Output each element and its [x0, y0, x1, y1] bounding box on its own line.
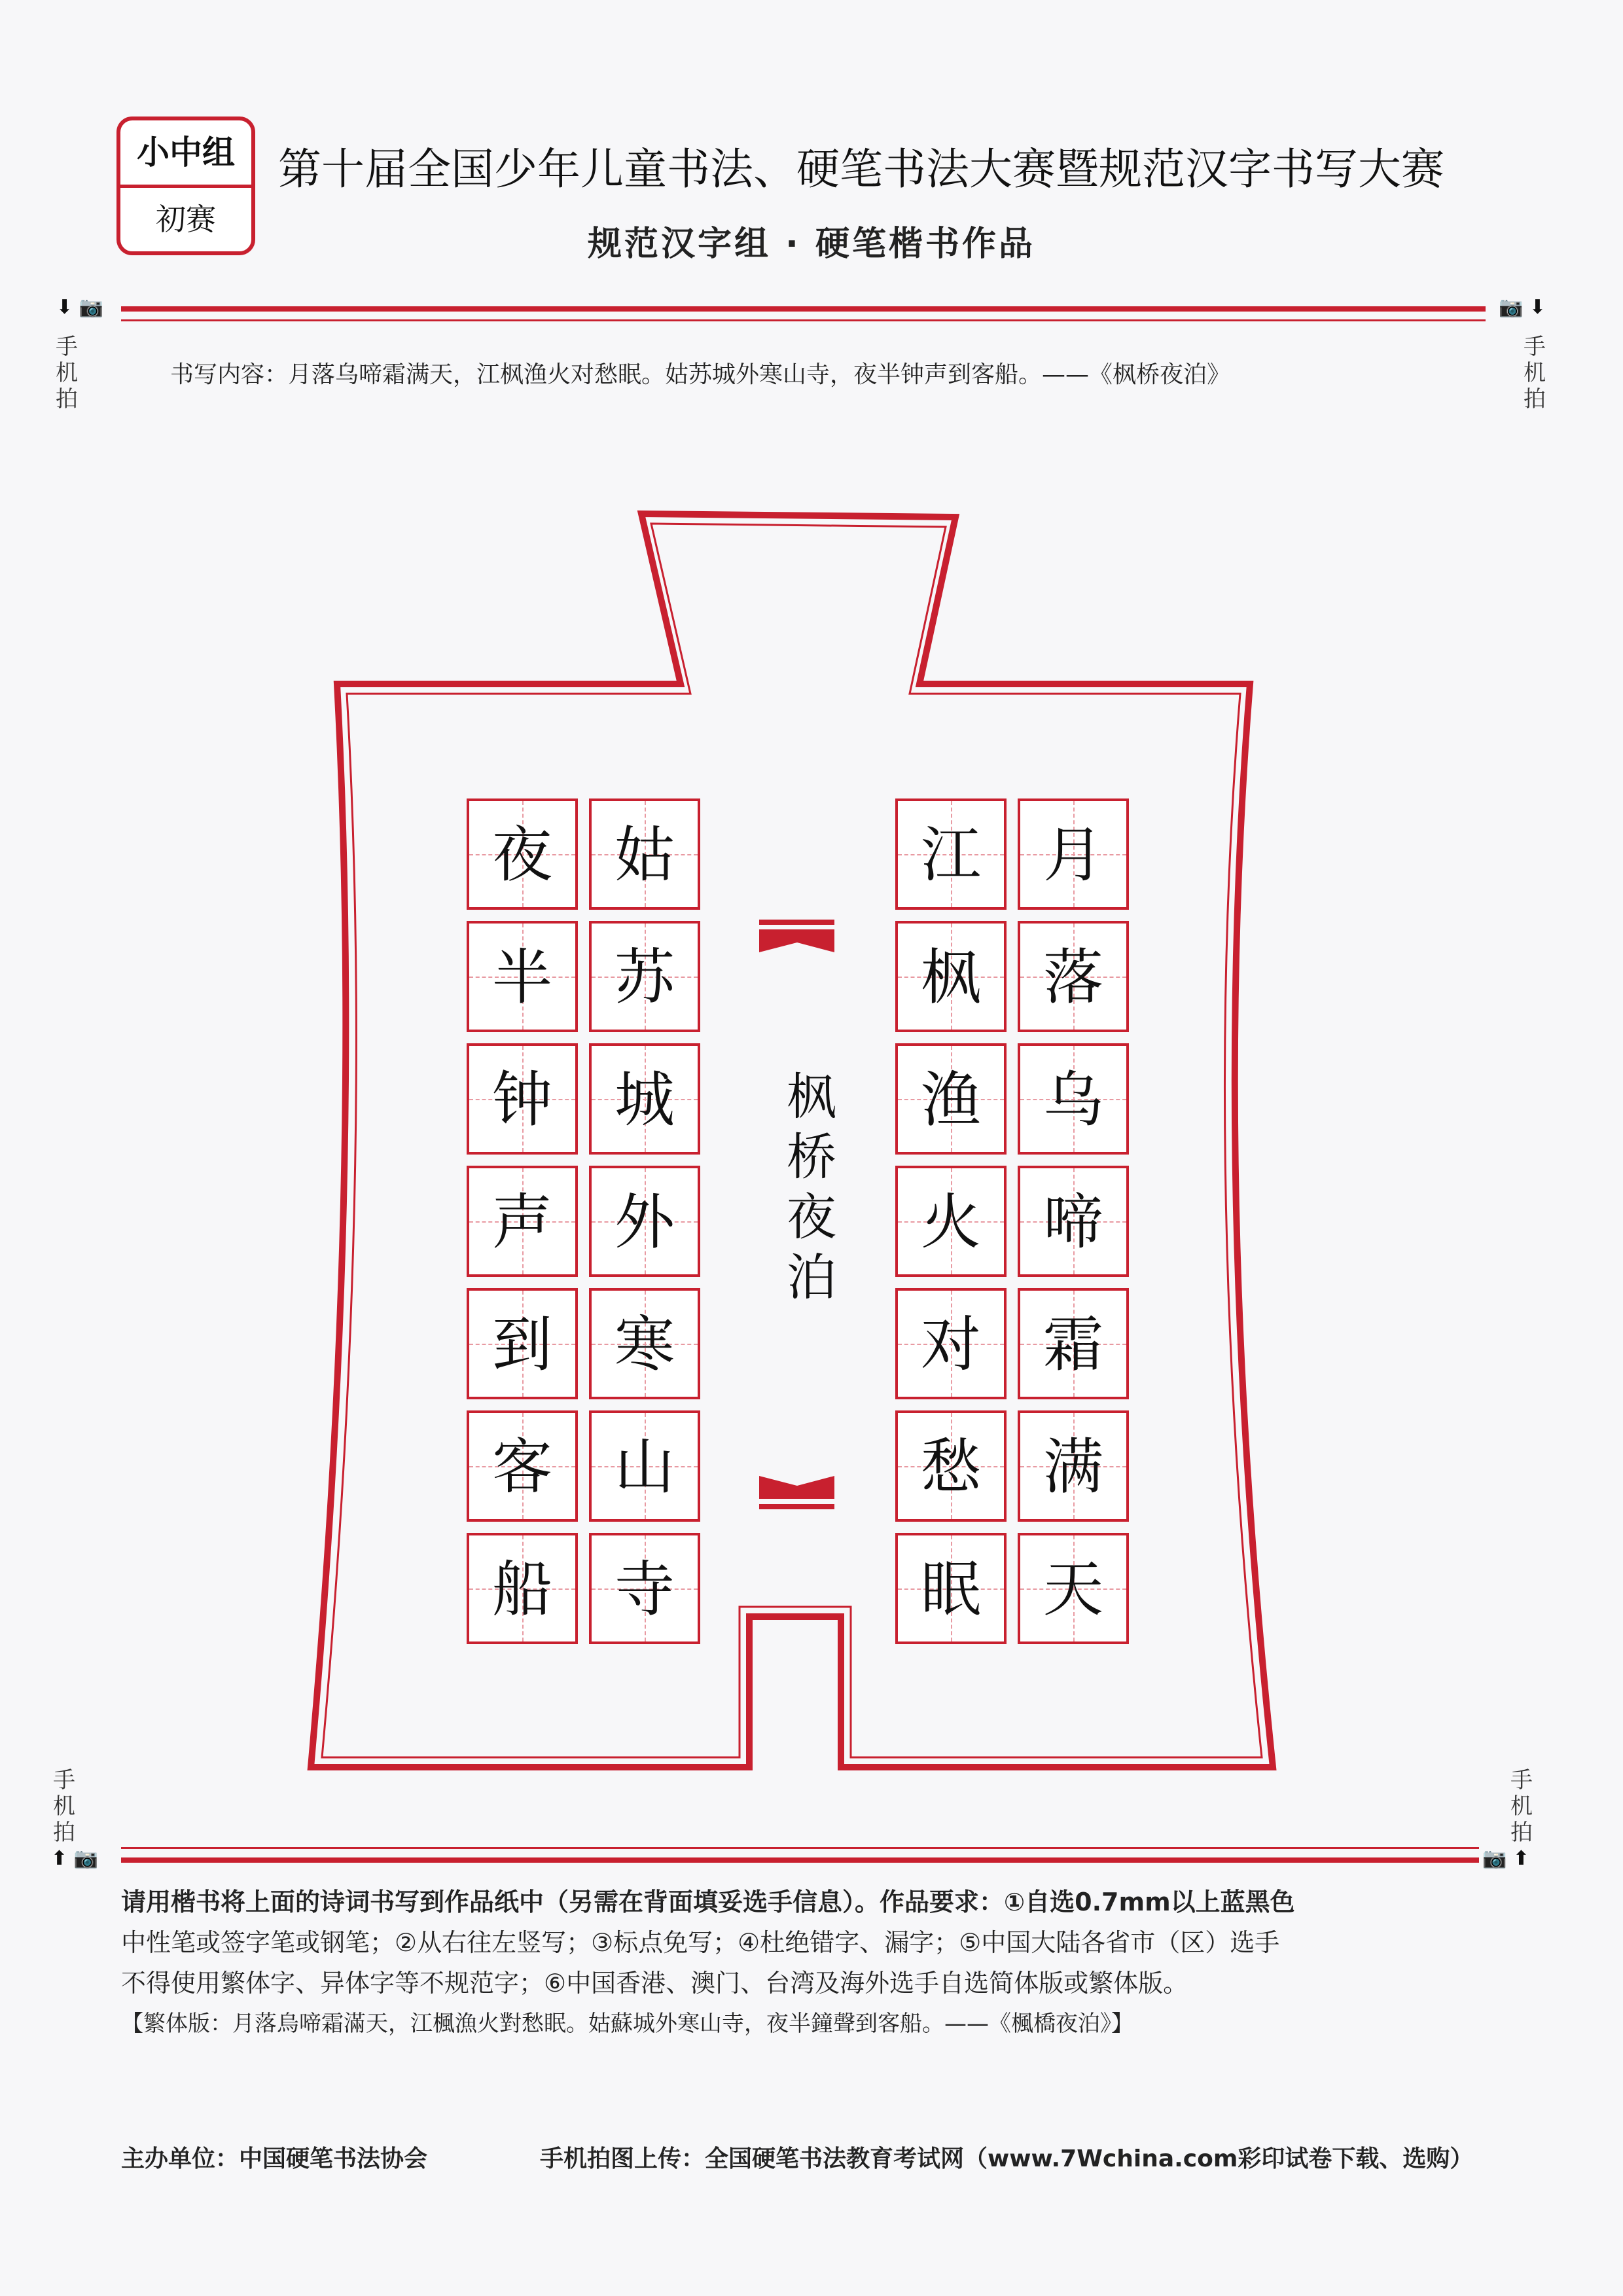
writing-content: 书写内容：月落乌啼霜满天，江枫渔火对愁眠。姑苏城外寒山寺，夜半钟声到客船。——《枫桥夜泊》: [170, 361, 1231, 388]
poem-char: 寒: [614, 1310, 675, 1380]
grid-cell: [1018, 1410, 1129, 1522]
poem-char: 枫: [920, 942, 981, 1013]
arrow-up-icon: ⬆: [51, 1847, 68, 1870]
poem-char: 苏: [614, 942, 675, 1013]
grid-cell: [589, 798, 700, 910]
requirements-line-2: 中性笔或签字笔或钢笔；②从右往左竖写；③标点免写；④杜绝错字、漏字；⑤中国大陆各省市（区）选手: [121, 1928, 1280, 1957]
upload-footer: 手机拍图上传：全国硬笔书法教育考试网（www.7Wchina.com彩印试卷下载、选购）: [540, 2145, 1474, 2172]
grid-cell: [467, 921, 578, 1032]
organizer-footer: 主办单位：中国硬笔书法协会: [121, 2145, 428, 2172]
poem-char: 外: [614, 1187, 675, 1257]
poem-char: 眠: [920, 1554, 981, 1624]
arrow-down-icon: ⬇: [56, 296, 73, 319]
poem-title-char: 泊: [787, 1248, 836, 1306]
poem-char: 满: [1043, 1432, 1103, 1502]
poem-char: 落: [1043, 942, 1103, 1013]
bottom-divider-thin: [121, 1847, 1479, 1849]
poem-char: 半: [491, 942, 552, 1013]
grid-cell: [467, 1410, 578, 1522]
grid-cell: [895, 921, 1007, 1032]
poem-char: 渔: [920, 1065, 981, 1135]
bottom-left-camera-marker: [51, 1847, 98, 1870]
grid-cell: [895, 1166, 1007, 1277]
poem-char: 寺: [614, 1554, 675, 1624]
poem-char: 钟: [491, 1065, 552, 1135]
grid-cell: [467, 1043, 578, 1155]
poem-char: 火: [920, 1187, 981, 1257]
bottom-ornament: [759, 1476, 834, 1509]
poem-char: 江: [920, 820, 981, 890]
grid-column-3: [589, 798, 700, 1646]
bottom-right-camera-marker: [1482, 1847, 1529, 1870]
poem-title-char: 桥: [787, 1128, 836, 1186]
traditional-version-note: 【繁体版：月落烏啼霜滿天，江楓漁火對愁眠。姑蘇城外寒山寺，夜半鐘聲到客船。——《楓橋夜泊》】: [121, 2011, 1133, 2037]
poem-char: 声: [491, 1187, 552, 1257]
poem-char: 客: [491, 1432, 552, 1502]
grid-cell: [895, 798, 1007, 910]
grid-cell: [467, 1533, 578, 1644]
bottom-divider-thick: [121, 1857, 1479, 1863]
grid-column-4: [467, 798, 578, 1646]
poem-title-vertical: [779, 1067, 844, 1308]
arrow-up-icon: ⬆: [1512, 1847, 1530, 1870]
poem-char: 啼: [1043, 1187, 1103, 1257]
poem-title-char: 枫: [787, 1067, 836, 1126]
camera-icon: 📷: [79, 296, 104, 319]
poem-char: 夜: [491, 820, 552, 890]
requirements-line-3: 不得使用繁体字、异体字等不规范字；⑥中国香港、澳门、台湾及海外选手自选简体版或繁体版。: [121, 1969, 1188, 1998]
grid-cell: [1018, 1288, 1129, 1399]
poem-char: 天: [1043, 1554, 1103, 1624]
grid-cell: [1018, 798, 1129, 910]
grid-cell: [1018, 1533, 1129, 1644]
page-subtitle: 规范汉字组 · 硬笔楷书作品: [588, 224, 1035, 264]
poem-char: 姑: [614, 820, 675, 890]
badge-group-label: 小中组: [120, 120, 251, 188]
grid-cell: [895, 1533, 1007, 1644]
poem-char: 城: [614, 1065, 675, 1135]
grid-cell: [1018, 921, 1129, 1032]
grid-column-1: [1018, 798, 1129, 1646]
grid-cell: [467, 1166, 578, 1277]
bottom-left-phone-label: 手机拍: [53, 1767, 75, 1846]
grid-cell: [895, 1043, 1007, 1155]
grid-cell: [467, 798, 578, 910]
badge-stage-label: 初赛: [156, 202, 216, 237]
poem-char: 船: [491, 1554, 552, 1624]
camera-icon: 📷: [1482, 1847, 1507, 1870]
requirements-line-1: 请用楷书将上面的诗词书写到作品纸中（另需在背面填妥选手信息）。作品要求：①自选0.7mm以上蓝黑色: [121, 1888, 1295, 1916]
camera-icon: 📷: [73, 1847, 99, 1870]
bottom-right-phone-label: 手机拍: [1510, 1767, 1533, 1846]
poem-char: 山: [614, 1432, 675, 1502]
grid-cell: [1018, 1043, 1129, 1155]
top-ornament: [759, 920, 834, 952]
grid-cell: [589, 921, 700, 1032]
grid-cell: [895, 1410, 1007, 1522]
poem-char: 愁: [920, 1432, 981, 1502]
grid-cell: [467, 1288, 578, 1399]
grid-cell: [589, 1043, 700, 1155]
grid-cell: [895, 1288, 1007, 1399]
poem-char: 对: [920, 1310, 981, 1380]
poem-char: 到: [491, 1310, 552, 1380]
grid-cell: [589, 1288, 700, 1399]
poem-char: 乌: [1043, 1065, 1103, 1135]
grid-cell: [589, 1410, 700, 1522]
top-left-phone-label: 手机拍: [56, 334, 78, 412]
top-right-phone-label: 手机拍: [1524, 334, 1546, 412]
arrow-down-icon: ⬇: [1529, 296, 1546, 319]
poem-title-char: 夜: [787, 1188, 836, 1246]
poem-char: 霜: [1043, 1310, 1103, 1380]
grid-cell: [1018, 1166, 1129, 1277]
grid-column-2: [895, 798, 1007, 1646]
camera-icon: 📷: [1499, 296, 1524, 319]
poem-char: 月: [1043, 820, 1103, 890]
page-title: 第十届全国少年儿童书法、硬笔书法大赛暨规范汉字书写大赛: [278, 144, 1444, 194]
grid-cell: [589, 1166, 700, 1277]
grid-cell: [589, 1533, 700, 1644]
